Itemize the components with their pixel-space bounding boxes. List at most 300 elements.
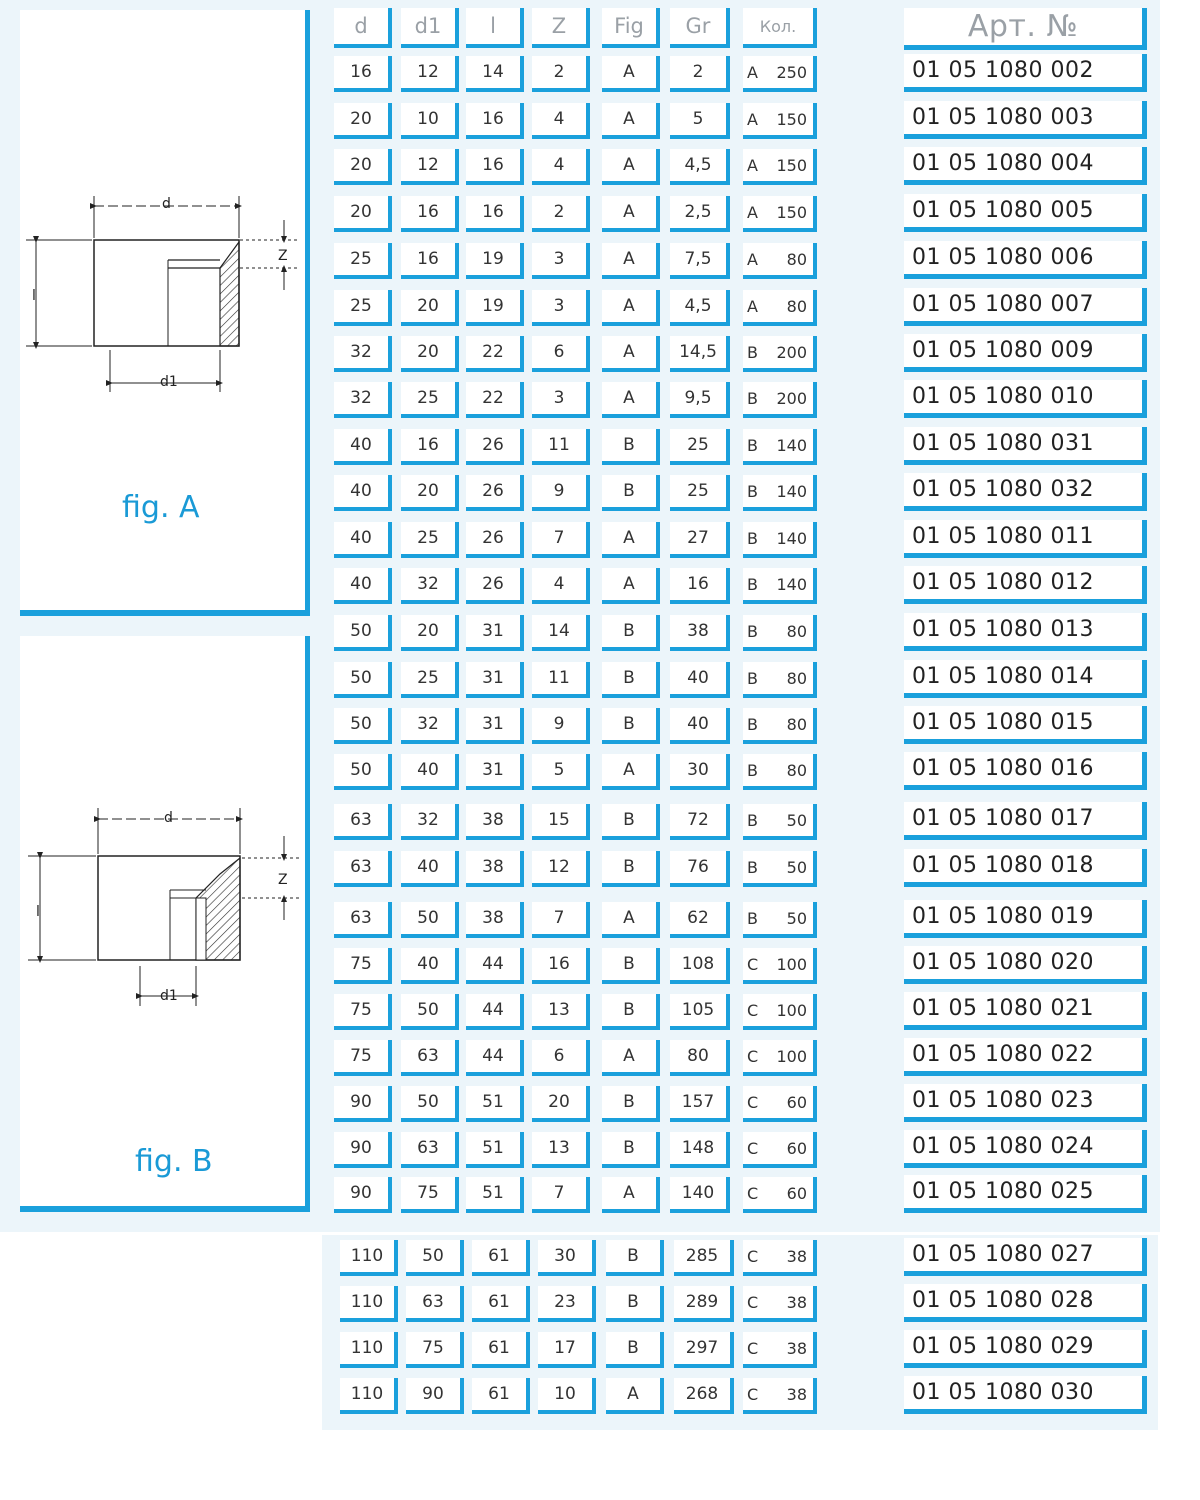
- d-cell: 110: [340, 1332, 398, 1368]
- kol-cell: [743, 149, 817, 185]
- gr-cell: 16: [670, 568, 730, 604]
- z-cell: 6: [532, 1040, 590, 1076]
- d-cell: 32: [334, 382, 392, 418]
- kol-qty: 140: [776, 435, 807, 455]
- fig-b-d-label: d: [164, 810, 173, 826]
- article-number: 01 05 1080 012: [904, 566, 1147, 604]
- d1-cell: 63: [401, 1132, 459, 1168]
- d1-cell: 16: [401, 429, 459, 465]
- d1-cell: 12: [401, 56, 459, 92]
- gr-cell: 7,5: [670, 243, 730, 279]
- kol-cell: [743, 708, 817, 744]
- fig-cell: B: [602, 429, 660, 465]
- z-cell: 17: [538, 1332, 596, 1368]
- kol-cell: [743, 568, 817, 604]
- kol-cell: [743, 902, 817, 938]
- fig-cell: B: [602, 662, 660, 698]
- l-cell: 31: [466, 662, 524, 698]
- fig-cell: A: [602, 568, 660, 604]
- z-cell: 6: [532, 336, 590, 372]
- fig-cell: A: [602, 754, 660, 790]
- d1-cell: 50: [401, 994, 459, 1030]
- d1-cell: 10: [401, 103, 459, 139]
- z-cell: 14: [532, 615, 590, 651]
- d-cell: 40: [334, 522, 392, 558]
- l-cell: 26: [466, 568, 524, 604]
- gr-cell: 105: [670, 994, 730, 1030]
- fig-cell: A: [606, 1378, 664, 1414]
- kol-qty: 100: [776, 1046, 807, 1066]
- fig-cell: A: [602, 196, 660, 232]
- article-number: 01 05 1080 005: [904, 194, 1147, 232]
- gr-cell: 27: [670, 522, 730, 558]
- kol-group: B: [747, 528, 758, 548]
- kol-cell: [743, 1132, 817, 1168]
- fig-cell: B: [602, 708, 660, 744]
- kol-cell: [743, 851, 817, 887]
- fig-cell: B: [602, 1132, 660, 1168]
- kol-group: B: [747, 810, 758, 830]
- z-cell: 7: [532, 522, 590, 558]
- article-number: 01 05 1080 019: [904, 900, 1147, 938]
- fig-cell: A: [602, 522, 660, 558]
- gr-cell: 108: [670, 948, 730, 984]
- l-cell: 14: [466, 56, 524, 92]
- d-cell: 40: [334, 568, 392, 604]
- gr-cell: 30: [670, 754, 730, 790]
- kol-qty: 80: [786, 249, 807, 269]
- kol-cell: [743, 382, 817, 418]
- d1-cell: 90: [406, 1378, 464, 1414]
- z-cell: 20: [532, 1086, 590, 1122]
- article-number: 01 05 1080 029: [904, 1330, 1147, 1368]
- d-cell: 32: [334, 336, 392, 372]
- kol-cell: [743, 290, 817, 326]
- gr-cell: 72: [670, 804, 730, 840]
- fig-cell: A: [602, 382, 660, 418]
- kol-qty: 100: [776, 954, 807, 974]
- kol-cell: [743, 522, 817, 558]
- z-cell: 12: [532, 851, 590, 887]
- l-cell: 38: [466, 851, 524, 887]
- gr-cell: 38: [670, 615, 730, 651]
- d1-cell: 25: [401, 382, 459, 418]
- kol-cell: [743, 615, 817, 651]
- article-number: 01 05 1080 025: [904, 1175, 1147, 1213]
- fig-cell: A: [602, 149, 660, 185]
- d-cell: 20: [334, 196, 392, 232]
- article-number: 01 05 1080 017: [904, 802, 1147, 840]
- fig-b-l-label: l: [36, 904, 40, 920]
- kol-group: B: [747, 574, 758, 594]
- fig-cell: A: [602, 1177, 660, 1213]
- kol-qty: 60: [786, 1092, 807, 1112]
- kol-qty: 80: [786, 296, 807, 316]
- gr-cell: 5: [670, 103, 730, 139]
- fig-cell: B: [602, 1086, 660, 1122]
- d1-cell: 40: [401, 754, 459, 790]
- d1-cell: 20: [401, 336, 459, 372]
- kol-group: A: [747, 109, 758, 129]
- header-l: l: [466, 8, 524, 48]
- z-cell: 2: [532, 56, 590, 92]
- d-cell: 110: [340, 1378, 398, 1414]
- fig-cell: A: [602, 290, 660, 326]
- fig-cell: A: [602, 902, 660, 938]
- d1-cell: 16: [401, 196, 459, 232]
- kol-cell: [743, 754, 817, 790]
- article-number: 01 05 1080 022: [904, 1038, 1147, 1076]
- header-gr: Gr: [670, 8, 730, 48]
- kol-cell: [743, 1240, 817, 1276]
- d-cell: 90: [334, 1086, 392, 1122]
- z-cell: 10: [538, 1378, 596, 1414]
- l-cell: 51: [466, 1177, 524, 1213]
- fig-cell: B: [602, 475, 660, 511]
- kol-qty: 38: [786, 1246, 807, 1266]
- kol-group: C: [747, 1338, 759, 1358]
- z-cell: 3: [532, 290, 590, 326]
- d1-cell: 16: [401, 243, 459, 279]
- gr-cell: 2: [670, 56, 730, 92]
- gr-cell: 80: [670, 1040, 730, 1076]
- kol-qty: 140: [776, 574, 807, 594]
- article-number: 01 05 1080 014: [904, 660, 1147, 698]
- d-cell: 63: [334, 851, 392, 887]
- gr-cell: 157: [670, 1086, 730, 1122]
- article-number: 01 05 1080 027: [904, 1238, 1147, 1276]
- kol-qty: 38: [786, 1384, 807, 1404]
- kol-cell: [743, 1378, 817, 1414]
- l-cell: 61: [472, 1286, 530, 1322]
- d-cell: 20: [334, 103, 392, 139]
- gr-cell: 148: [670, 1132, 730, 1168]
- kol-group: C: [747, 1092, 759, 1112]
- gr-cell: 25: [670, 475, 730, 511]
- d-cell: 110: [340, 1286, 398, 1322]
- d1-cell: 50: [401, 902, 459, 938]
- l-cell: 19: [466, 290, 524, 326]
- kol-qty: 80: [786, 668, 807, 688]
- article-number: 01 05 1080 032: [904, 473, 1147, 511]
- z-cell: 13: [532, 1132, 590, 1168]
- figure-a-label: fig. A: [122, 490, 200, 525]
- z-cell: 3: [532, 382, 590, 418]
- kol-group: C: [747, 1384, 759, 1404]
- z-cell: 30: [538, 1240, 596, 1276]
- z-cell: 5: [532, 754, 590, 790]
- article-number: 01 05 1080 010: [904, 380, 1147, 418]
- d1-cell: 63: [401, 1040, 459, 1076]
- z-cell: 9: [532, 475, 590, 511]
- kol-group: B: [747, 668, 758, 688]
- z-cell: 11: [532, 429, 590, 465]
- d-cell: 25: [334, 243, 392, 279]
- d1-cell: 32: [401, 804, 459, 840]
- gr-cell: 62: [670, 902, 730, 938]
- gr-cell: 40: [670, 662, 730, 698]
- article-number: 01 05 1080 002: [904, 54, 1147, 92]
- z-cell: 3: [532, 243, 590, 279]
- article-number: 01 05 1080 023: [904, 1084, 1147, 1122]
- z-cell: 4: [532, 103, 590, 139]
- kol-qty: 250: [776, 62, 807, 82]
- kol-qty: 100: [776, 1000, 807, 1020]
- kol-cell: [743, 994, 817, 1030]
- l-cell: 26: [466, 475, 524, 511]
- d1-cell: 40: [401, 948, 459, 984]
- fig-cell: B: [602, 615, 660, 651]
- gr-cell: 297: [674, 1332, 734, 1368]
- d-cell: 75: [334, 948, 392, 984]
- kol-group: B: [747, 621, 758, 641]
- fig-b-d1-label: d1: [160, 988, 178, 1004]
- kol-qty: 80: [786, 760, 807, 780]
- fig-cell: B: [606, 1286, 664, 1322]
- l-cell: 16: [466, 103, 524, 139]
- fig-a-d-label: d: [162, 196, 171, 212]
- z-cell: 7: [532, 902, 590, 938]
- z-cell: 4: [532, 568, 590, 604]
- fig-cell: B: [606, 1240, 664, 1276]
- kol-qty: 200: [776, 388, 807, 408]
- gr-cell: 289: [674, 1286, 734, 1322]
- d1-cell: 25: [401, 522, 459, 558]
- d-cell: 50: [334, 754, 392, 790]
- kol-qty: 60: [786, 1183, 807, 1203]
- kol-cell: [743, 1086, 817, 1122]
- article-number: 01 05 1080 018: [904, 849, 1147, 887]
- kol-cell: [743, 1332, 817, 1368]
- kol-qty: 50: [786, 908, 807, 928]
- d-cell: 90: [334, 1177, 392, 1213]
- d-cell: 25: [334, 290, 392, 326]
- kol-group: C: [747, 1246, 759, 1266]
- d1-cell: 20: [401, 475, 459, 511]
- kol-group: B: [747, 760, 758, 780]
- d-cell: 40: [334, 475, 392, 511]
- kol-cell: [743, 475, 817, 511]
- figure-b-panel: [20, 636, 310, 1212]
- l-cell: 16: [466, 196, 524, 232]
- d1-cell: 25: [401, 662, 459, 698]
- fig-cell: B: [602, 804, 660, 840]
- kol-group: C: [747, 1183, 759, 1203]
- z-cell: 2: [532, 196, 590, 232]
- d1-cell: 50: [401, 1086, 459, 1122]
- d1-cell: 20: [401, 290, 459, 326]
- d-cell: 75: [334, 1040, 392, 1076]
- d-cell: 20: [334, 149, 392, 185]
- kol-qty: 140: [776, 481, 807, 501]
- z-cell: 11: [532, 662, 590, 698]
- kol-qty: 38: [786, 1338, 807, 1358]
- z-cell: 15: [532, 804, 590, 840]
- fig-cell: B: [602, 948, 660, 984]
- kol-cell: [743, 103, 817, 139]
- kol-group: B: [747, 342, 758, 362]
- d1-cell: 32: [401, 708, 459, 744]
- l-cell: 19: [466, 243, 524, 279]
- l-cell: 44: [466, 948, 524, 984]
- d1-cell: 12: [401, 149, 459, 185]
- fig-a-d1-label: d1: [160, 374, 178, 390]
- d-cell: 50: [334, 662, 392, 698]
- kol-cell: [743, 948, 817, 984]
- fig-b-z-label: Z: [278, 872, 288, 888]
- d-cell: 110: [340, 1240, 398, 1276]
- fig-cell: A: [602, 56, 660, 92]
- kol-group: A: [747, 62, 758, 82]
- fig-cell: A: [602, 243, 660, 279]
- kol-cell: [743, 1286, 817, 1322]
- l-cell: 22: [466, 382, 524, 418]
- figure-b-label: fig. B: [135, 1144, 213, 1179]
- kol-group: C: [747, 1046, 759, 1066]
- kol-group: B: [747, 714, 758, 734]
- article-number: 01 05 1080 004: [904, 147, 1147, 185]
- kol-group: C: [747, 1138, 759, 1158]
- kol-qty: 80: [786, 714, 807, 734]
- l-cell: 44: [466, 1040, 524, 1076]
- l-cell: 51: [466, 1132, 524, 1168]
- article-number: 01 05 1080 028: [904, 1284, 1147, 1322]
- kol-cell: [743, 1040, 817, 1076]
- z-cell: 23: [538, 1286, 596, 1322]
- l-cell: 31: [466, 615, 524, 651]
- kol-cell: [743, 804, 817, 840]
- gr-cell: 140: [670, 1177, 730, 1213]
- gr-cell: 25: [670, 429, 730, 465]
- figure-b-drawing: [20, 636, 305, 1206]
- kol-qty: 150: [776, 202, 807, 222]
- d-cell: 50: [334, 615, 392, 651]
- header-art: Арт. №: [904, 8, 1147, 50]
- gr-cell: 4,5: [670, 149, 730, 185]
- l-cell: 44: [466, 994, 524, 1030]
- kol-group: B: [747, 857, 758, 877]
- article-number: 01 05 1080 030: [904, 1376, 1147, 1414]
- z-cell: 16: [532, 948, 590, 984]
- d-cell: 50: [334, 708, 392, 744]
- kol-cell: [743, 196, 817, 232]
- kol-qty: 50: [786, 857, 807, 877]
- gr-cell: 285: [674, 1240, 734, 1276]
- kol-qty: 200: [776, 342, 807, 362]
- d1-cell: 40: [401, 851, 459, 887]
- fig-a-z-label: Z: [278, 248, 288, 264]
- article-number: 01 05 1080 009: [904, 334, 1147, 372]
- header-d1: d1: [401, 8, 459, 48]
- l-cell: 16: [466, 149, 524, 185]
- d1-cell: 50: [406, 1240, 464, 1276]
- gr-cell: 2,5: [670, 196, 730, 232]
- gr-cell: 76: [670, 851, 730, 887]
- kol-cell: [743, 56, 817, 92]
- article-number: 01 05 1080 015: [904, 706, 1147, 744]
- d-cell: 63: [334, 902, 392, 938]
- d1-cell: 63: [406, 1286, 464, 1322]
- kol-qty: 150: [776, 155, 807, 175]
- fig-cell: B: [606, 1332, 664, 1368]
- figure-a-panel: [20, 10, 310, 616]
- kol-qty: 150: [776, 109, 807, 129]
- kol-qty: 80: [786, 621, 807, 641]
- d-cell: 63: [334, 804, 392, 840]
- kol-group: C: [747, 1292, 759, 1312]
- d-cell: 40: [334, 429, 392, 465]
- kol-cell: [743, 429, 817, 465]
- fig-a-l-label: l: [32, 288, 36, 304]
- header-fig: Fig: [602, 8, 660, 48]
- d-cell: 16: [334, 56, 392, 92]
- kol-cell: [743, 243, 817, 279]
- d1-cell: 20: [401, 615, 459, 651]
- article-number: 01 05 1080 013: [904, 613, 1147, 651]
- header-kol: Кол.: [743, 8, 817, 48]
- kol-qty: 50: [786, 810, 807, 830]
- kol-group: A: [747, 296, 758, 316]
- d1-cell: 75: [401, 1177, 459, 1213]
- article-number: 01 05 1080 020: [904, 946, 1147, 984]
- fig-cell: B: [602, 851, 660, 887]
- d1-cell: 32: [401, 568, 459, 604]
- l-cell: 26: [466, 522, 524, 558]
- fig-cell: A: [602, 103, 660, 139]
- l-cell: 38: [466, 804, 524, 840]
- kol-cell: [743, 336, 817, 372]
- z-cell: 4: [532, 149, 590, 185]
- fig-cell: A: [602, 336, 660, 372]
- article-number: 01 05 1080 006: [904, 241, 1147, 279]
- l-cell: 61: [472, 1378, 530, 1414]
- article-number: 01 05 1080 021: [904, 992, 1147, 1030]
- article-number: 01 05 1080 007: [904, 288, 1147, 326]
- kol-group: B: [747, 435, 758, 455]
- kol-group: A: [747, 155, 758, 175]
- article-number: 01 05 1080 003: [904, 101, 1147, 139]
- header-d: d: [334, 8, 392, 48]
- d1-cell: 75: [406, 1332, 464, 1368]
- l-cell: 26: [466, 429, 524, 465]
- kol-group: C: [747, 954, 759, 974]
- kol-qty: 38: [786, 1292, 807, 1312]
- gr-cell: 268: [674, 1378, 734, 1414]
- article-number: 01 05 1080 016: [904, 752, 1147, 790]
- d-cell: 90: [334, 1132, 392, 1168]
- gr-cell: 14,5: [670, 336, 730, 372]
- kol-cell: [743, 1177, 817, 1213]
- z-cell: 7: [532, 1177, 590, 1213]
- l-cell: 31: [466, 754, 524, 790]
- z-cell: 9: [532, 708, 590, 744]
- d-cell: 75: [334, 994, 392, 1030]
- l-cell: 38: [466, 902, 524, 938]
- article-number: 01 05 1080 024: [904, 1130, 1147, 1168]
- kol-qty: 140: [776, 528, 807, 548]
- kol-group: A: [747, 249, 758, 269]
- gr-cell: 9,5: [670, 382, 730, 418]
- l-cell: 22: [466, 336, 524, 372]
- gr-cell: 4,5: [670, 290, 730, 326]
- kol-cell: [743, 662, 817, 698]
- article-number: 01 05 1080 011: [904, 520, 1147, 558]
- kol-group: B: [747, 388, 758, 408]
- fig-cell: B: [602, 994, 660, 1030]
- kol-qty: 60: [786, 1138, 807, 1158]
- kol-group: B: [747, 908, 758, 928]
- l-cell: 61: [472, 1332, 530, 1368]
